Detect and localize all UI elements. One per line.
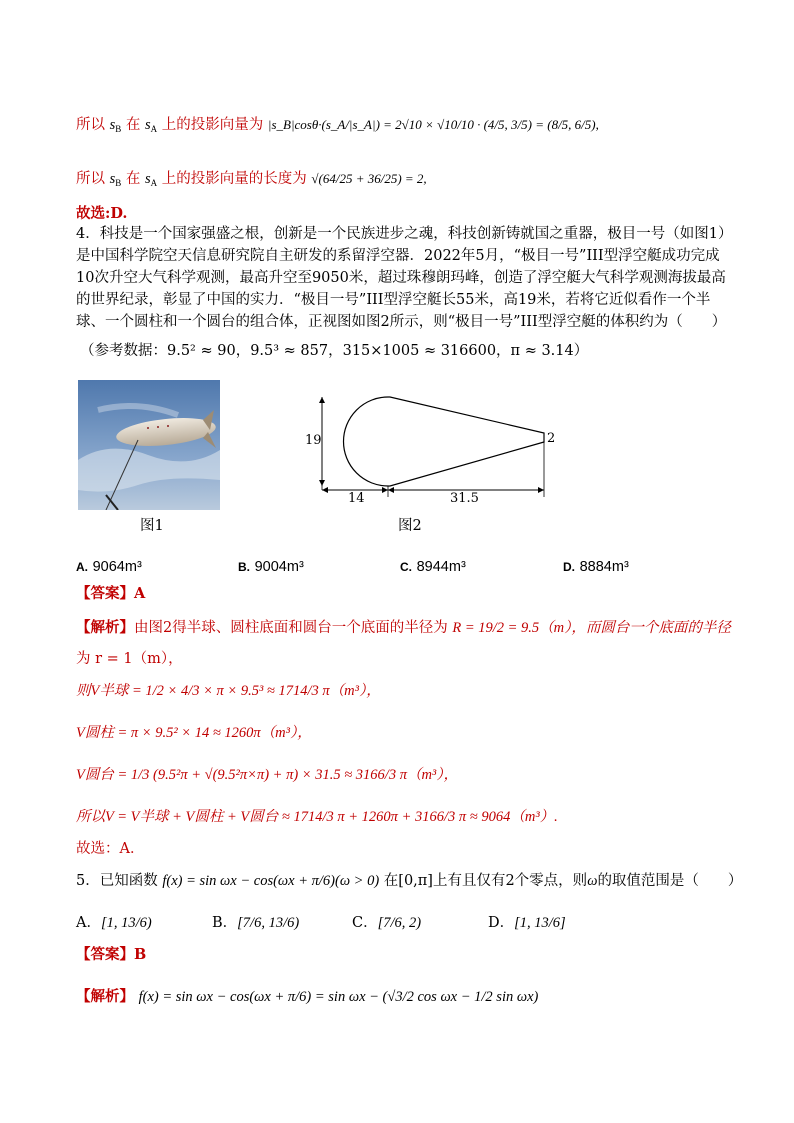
q4-option-a: A. 9064m³ xyxy=(76,559,142,575)
q5-answer: 【答案】B xyxy=(76,946,147,963)
q4-choose: 故选：A． xyxy=(76,841,145,857)
v-frustum: V圆台 = 1/3 (9.5²π + √(9.5²π×π) + π) × 31.5 ≈ 3166/3 π（m³）， xyxy=(76,767,459,783)
q5-stem: 5．已知函数 f(x) = sin ωx − cos(ωx + π/6)(ω > 0) 在[0,π]上有且仅有2个零点，则ω的取值范围是（ ） xyxy=(76,873,743,889)
v-total: 所以V = V半球 + V圆柱 + V圆台 ≈ 1714/3 π + 1260π + 3166/3 π ≈ 9064（m³）. xyxy=(76,809,558,825)
v-hemisphere: 则V半球 = 1/2 × 4/3 × π × 9.5³ ≈ 1714/3 π（m³）， xyxy=(76,683,381,699)
q4-answer: 【答案】A xyxy=(76,585,146,602)
q4-analysis-line1: 【解析】由图2得半球、圆柱底面和圆台一个底面的半径为 R = 19/2 = 9.5（m），而圆台一个底面的半径 xyxy=(76,619,731,636)
figure-1-airship-photo xyxy=(78,380,220,510)
projection-length-line: 所以 $s_B$ 在 $s_A$ 上的投影向量的长度为 √(64/25 + 36/25) = 2, xyxy=(76,171,427,188)
q4-option-b: B. 9004m³ xyxy=(238,559,304,575)
q4-stem: 4．科技是一个国家强盛之根，创新是一个民族进步之魂，科技创新铸就国之重器，极目一号（如图1）是中国科学院空天信息研究院自主研发的系留浮空器．2022年5月，“极目一号”III型浮空艇成功完成10次升空大气科学观测，最高升空至9050米，超过珠穆朗玛峰，创造了浮空艇大气科学观测海拔最高的世界纪录，彰显了中国的实力．“极目一号”III型浮空艇长55米，高19米，若将它近似看作一个半球、一个圆柱和一个圆台的组合体，正视图如图2所示，则“极目一号”III型浮空艇的体积约为（ ） xyxy=(76,226,727,330)
dim-end-label: 2 xyxy=(547,431,556,446)
q5-option-b: B．[7/6, 13/6) xyxy=(212,915,300,931)
v-cylinder: V圆柱 = π × 9.5² × 14 ≈ 1260π（m³）， xyxy=(76,725,312,741)
figure-1-caption: 图1 xyxy=(140,518,164,534)
dim-right-label: 31.5 xyxy=(450,491,479,506)
q5-analysis: 【解析】 f(x) = sin ωx − cos(ωx + π/6) = sin ωx − (√3/2 cos ωx − 1/2 sin ωx) xyxy=(76,988,539,1005)
projection-length-formula: √(64/25 + 36/25) = 2, xyxy=(311,171,427,186)
dim-left-label: 14 xyxy=(348,491,365,506)
q4-option-c: C. 8944m³ xyxy=(400,559,466,575)
projection-formula: |s_B|cosθ·(s_A/|s_A|) = 2√10 × √10/10 · (4/5, 3/5) = (8/5, 6/5), xyxy=(267,117,599,132)
prev-choose: 故选:D. xyxy=(76,205,128,222)
projection-vector-line: 所以 $s_B$ 在 $s_A$ 上的投影向量为 |s_B|cosθ·(s_A/|s_A|) = 2√10 × √10/10 · (4/5, 3/5) = (8/5, 6/5), xyxy=(76,117,599,134)
q5-option-d: D．[1, 13/6] xyxy=(488,915,566,931)
q4-analysis-line2: 为 r = 1（m）， xyxy=(76,651,183,667)
q4-reference-data: （参考数据：9.5² ≈ 90，9.5³ ≈ 857，315×1005 ≈ 316600，π ≈ 3.14） xyxy=(80,343,589,359)
figure-2-caption: 图2 xyxy=(398,518,422,534)
q4-option-d: D. 8884m³ xyxy=(563,559,629,575)
q5-option-a: A．[1, 13/6) xyxy=(76,915,152,931)
text-so: 所以 xyxy=(76,117,105,133)
q5-option-c: C．[7/6, 2) xyxy=(352,915,422,931)
dim-height-label: 19 xyxy=(305,433,322,448)
figure-2-front-view xyxy=(300,385,570,510)
